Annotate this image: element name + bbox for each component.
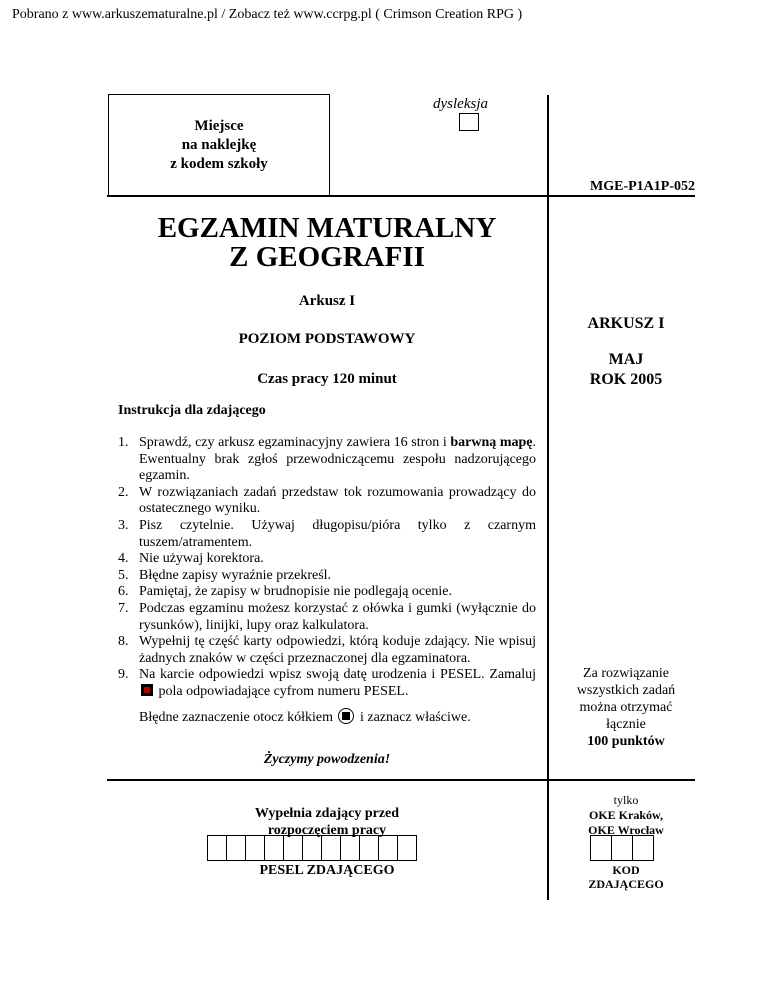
instruction-text: Pisz czytelnie. Używaj długopisu/pióra tylko z czarnym tuszem/atramentem.	[139, 517, 536, 550]
instruction-text: . Ewentualny brak zgłoś przewodniczącemu zespołu nadzorującego egzamin.	[139, 435, 536, 484]
instruction-item	[118, 435, 536, 485]
dyslexia-checkbox[interactable]	[459, 113, 479, 131]
horizontal-divider-top	[107, 195, 695, 197]
pesel-digit-box[interactable]	[397, 835, 417, 861]
oke-info	[549, 793, 703, 838]
right-date	[549, 350, 703, 390]
instruction-text: Błędne zapisy wyraźnie przekreśl.	[139, 567, 332, 583]
pesel-digit-box[interactable]	[340, 835, 360, 861]
points-total: 100 punktów	[587, 734, 665, 749]
oke-line: tylko	[613, 793, 639, 807]
exam-title	[108, 214, 546, 272]
circled-box-icon	[338, 708, 354, 724]
title-line-2: Z GEOGRAFII	[229, 241, 425, 273]
pesel-digit-box[interactable]	[283, 835, 303, 861]
level-label: POZIOM PODSTAWOWY	[238, 331, 416, 347]
instruction-item	[118, 601, 536, 634]
points-line: wszystkich zadań	[576, 683, 676, 698]
oke-line: OKE Wrocław	[588, 823, 664, 837]
right-sheet-label: ARKUSZ I	[587, 315, 665, 332]
instruction-item	[118, 634, 536, 667]
sheet-label: Arkusz I	[298, 293, 356, 309]
kod-line-2: ZDAJĄCEGO	[588, 877, 664, 891]
dyslexia-label: dysleksja	[433, 96, 488, 112]
school-sticker-box	[108, 94, 330, 196]
pesel-digit-box[interactable]	[302, 835, 322, 861]
instruction-text: W rozwiązaniach zadań przedstaw tok rozumowania prowadzący do ostatecznego wyniku.	[139, 484, 536, 517]
pesel-label: PESEL ZDAJĄCEGO	[259, 863, 395, 878]
instruction-number: 5.	[118, 567, 129, 583]
code-digit-box[interactable]	[611, 835, 633, 861]
pesel-digit-box[interactable]	[245, 835, 265, 861]
instruction-text: pola odpowiadające cyfrom numeru PESEL.	[158, 683, 409, 699]
fill-instruction	[108, 805, 546, 839]
instruction-number: 4.	[118, 551, 129, 567]
instructions-list	[118, 435, 536, 726]
pesel-digit-box[interactable]	[359, 835, 379, 861]
right-year: ROK 2005	[589, 371, 663, 388]
instruction-item	[118, 518, 536, 551]
points-info	[549, 665, 703, 750]
source-header: Pobrano z www.arkuszematuralne.pl / Zobacz też www.ccrpg.pl ( Crimson Creation RPG )	[12, 7, 523, 22]
instruction-subline	[139, 708, 536, 727]
instruction-number: 3.	[118, 517, 129, 533]
sticker-line-2: na naklejkę	[181, 136, 257, 153]
instructions-heading: Instrukcja dla zdającego	[118, 403, 266, 418]
instruction-text: i zaznacz właściwe.	[359, 709, 471, 725]
sticker-line-3: z kodem szkoły	[170, 155, 268, 172]
right-month: MAJ	[608, 351, 644, 368]
instruction-text: Błędne zaznaczenie otocz kółkiem	[139, 709, 333, 725]
points-line: łącznie	[606, 717, 646, 732]
instruction-text: Na karcie odpowiedzi wpisz swoją datę urodzenia i PESEL. Zamaluj	[139, 667, 536, 683]
instruction-text: Sprawdź, czy arkusz egzaminacyjny zawiera 16 stron i	[139, 435, 451, 450]
student-code-label	[549, 863, 703, 891]
instruction-text: Nie używaj korektora.	[139, 551, 264, 567]
good-luck-message: Życzymy powodzenia!	[263, 752, 391, 767]
instruction-number: 1.	[118, 435, 129, 450]
pesel-input-boxes[interactable]	[208, 835, 417, 861]
horizontal-divider-bottom	[107, 779, 695, 781]
pesel-digit-box[interactable]	[226, 835, 246, 861]
code-digit-box[interactable]	[632, 835, 654, 861]
instruction-item	[118, 551, 536, 568]
student-code-boxes[interactable]	[591, 835, 654, 861]
instruction-item	[118, 584, 536, 601]
instruction-number: 7.	[118, 600, 129, 616]
fill-line-2: rozpoczęciem pracy	[267, 823, 387, 838]
instruction-text: Pamiętaj, że zapisy w brudnopisie nie podlegają ocenie.	[139, 584, 452, 600]
oke-line: OKE Kraków,	[588, 808, 663, 822]
instruction-bold: barwną mapę	[450, 435, 533, 450]
pesel-digit-box[interactable]	[264, 835, 284, 861]
instruction-number: 9.	[118, 667, 129, 683]
kod-line-1: KOD	[612, 863, 640, 877]
points-line: Za rozwiązanie	[583, 666, 669, 681]
instruction-item	[118, 667, 536, 726]
filled-box-icon	[141, 684, 153, 696]
code-digit-box[interactable]	[590, 835, 612, 861]
pesel-digit-box[interactable]	[378, 835, 398, 861]
pesel-digit-box[interactable]	[321, 835, 341, 861]
exam-code: MGE-P1A1P-052	[590, 179, 695, 194]
points-line: można otrzymać	[579, 700, 673, 715]
instruction-item	[118, 568, 536, 585]
sticker-line-1: Miejsce	[194, 117, 244, 134]
instruction-number: 2.	[118, 484, 129, 500]
instruction-text: Wypełnij tę część karty odpowiedzi, którą koduje zdający. Nie wpisuj żadnych znaków w części przeznaczonej dla egzaminatora.	[139, 634, 536, 666]
time-label: Czas pracy 120 minut	[257, 371, 397, 387]
instruction-number: 8.	[118, 634, 129, 650]
instruction-item	[118, 485, 536, 518]
fill-line-1: Wypełnia zdający przed	[254, 806, 400, 821]
title-line-1: EGZAMIN MATURALNY	[157, 212, 497, 244]
instruction-number: 6.	[118, 584, 129, 600]
pesel-digit-box[interactable]	[207, 835, 227, 861]
instruction-text: Podczas egzaminu możesz korzystać z ołówka i gumki (wyłącznie do rysunków), linijki, lupy oraz kalkulatora.	[139, 600, 536, 633]
